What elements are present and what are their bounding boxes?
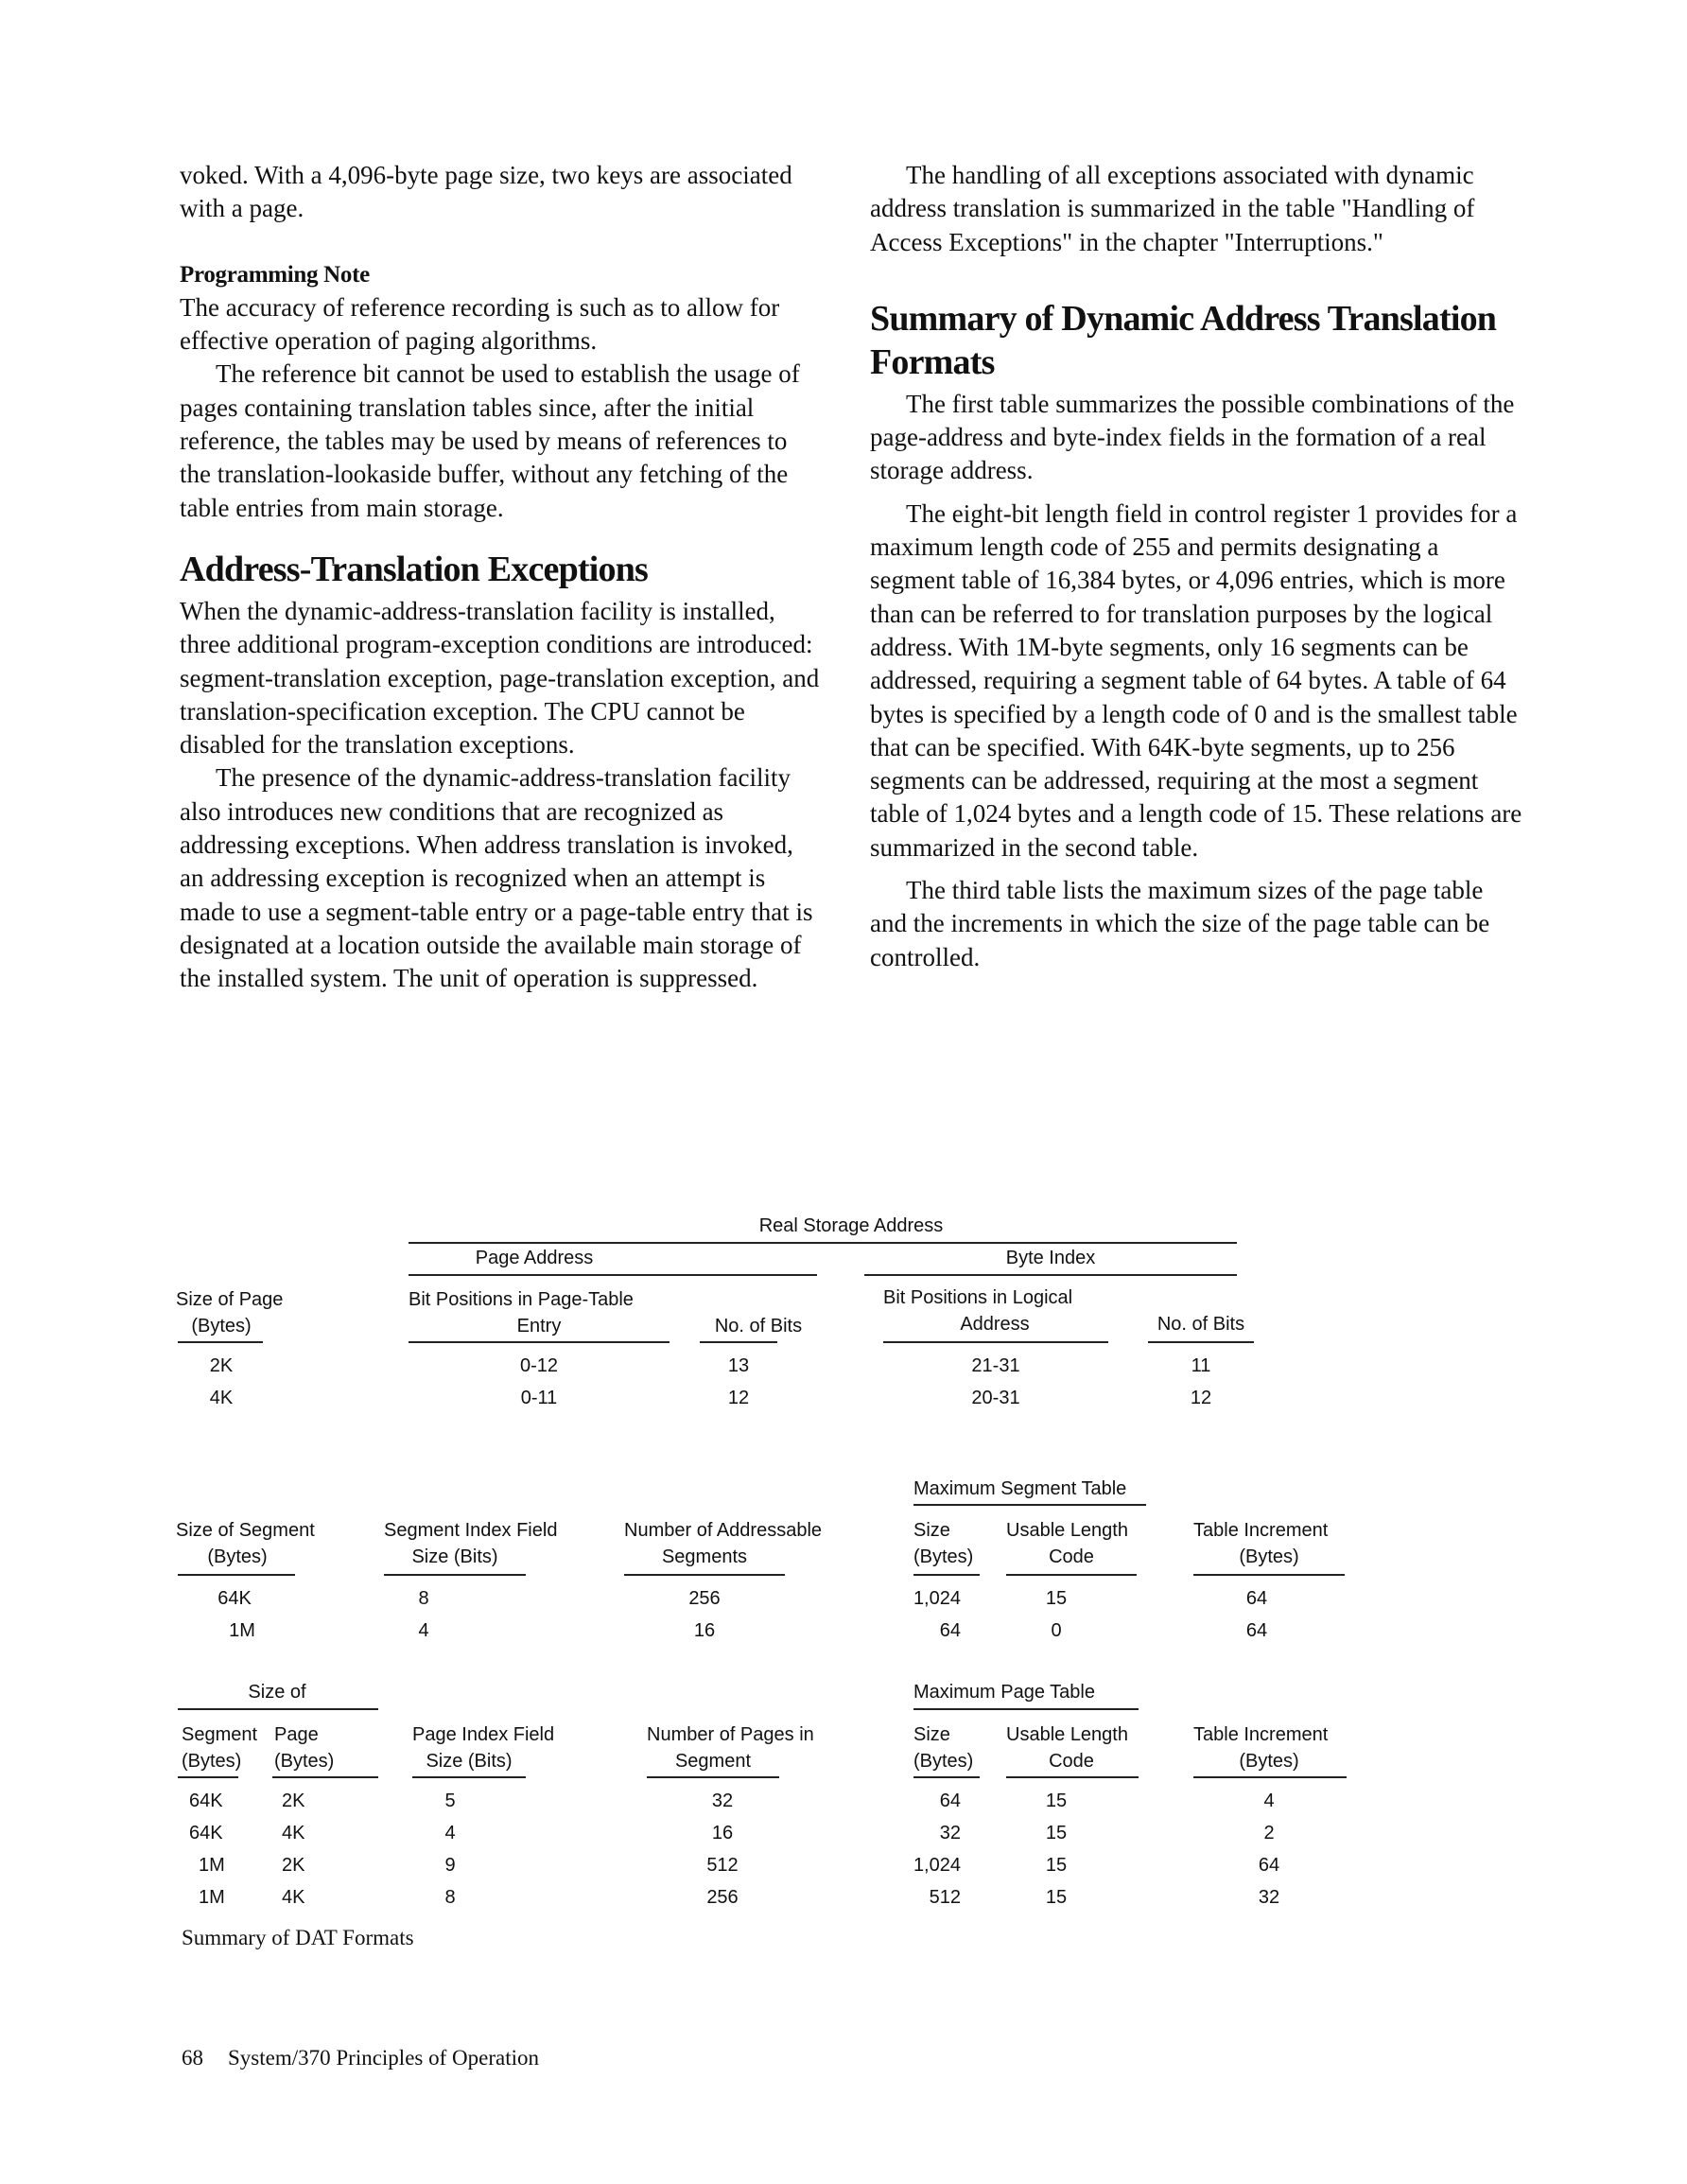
- divider: [883, 1341, 1108, 1343]
- group-header: Size of: [248, 1682, 306, 1703]
- column-header: Size of Segment: [176, 1520, 315, 1541]
- cell-page-size: 2K: [282, 1791, 305, 1811]
- column-header: Page: [274, 1724, 319, 1745]
- cell-table-size: 512: [929, 1887, 961, 1908]
- column-header: Size of Page: [176, 1289, 284, 1310]
- cell-pte-bits: 0-11: [520, 1388, 558, 1408]
- cell-pages-in-segment: 16: [711, 1823, 734, 1843]
- column-header: (Bytes): [913, 1751, 974, 1772]
- column-header: Table Increment: [1193, 1724, 1329, 1745]
- cell-segment-size: 64K: [189, 1823, 223, 1843]
- column-header: (Bytes): [1239, 1546, 1299, 1567]
- column-header: Table Increment: [1193, 1520, 1329, 1541]
- column-header: Number of Pages in: [647, 1724, 814, 1745]
- divider: [178, 1574, 295, 1576]
- page-number: 68: [182, 2046, 203, 2070]
- cell-pages-in-segment: 256: [706, 1887, 739, 1908]
- cell-increment: 64: [1245, 1620, 1268, 1641]
- group-header: Page Address: [475, 1248, 594, 1268]
- cell-length-code: 15: [1045, 1823, 1068, 1843]
- cell-pte-n: 12: [727, 1388, 750, 1408]
- cell-addressable-segments: 256: [688, 1588, 721, 1609]
- cell-length-code: 15: [1045, 1887, 1068, 1908]
- divider: [178, 1341, 263, 1343]
- cell-pages-in-segment: 512: [706, 1855, 739, 1876]
- group-header: Maximum Page Table: [913, 1682, 1095, 1703]
- programming-note-title: Programming Note: [180, 261, 370, 288]
- column-header: Size (Bits): [426, 1751, 513, 1772]
- cell-pages-in-segment: 32: [711, 1791, 734, 1811]
- column-header: Usable Length: [1006, 1724, 1128, 1745]
- cell-table-size: 1,024: [913, 1588, 961, 1609]
- divider: [178, 1708, 378, 1710]
- column-header: Size: [913, 1520, 950, 1541]
- column-header: Page Index Field: [412, 1724, 555, 1745]
- cell-segment-size: 64K: [217, 1588, 252, 1609]
- column-header: Entry: [516, 1316, 562, 1337]
- right-column: [870, 159, 1522, 974]
- page-footer: [182, 2046, 564, 2070]
- column-header: (Bytes): [191, 1316, 252, 1337]
- divider: [272, 1776, 378, 1778]
- cell-length-code: 15: [1045, 1588, 1068, 1609]
- cell-page-size: 4K: [282, 1823, 305, 1843]
- super-header: Real Storage Address: [758, 1215, 944, 1236]
- column-header: Segments: [661, 1546, 748, 1567]
- cell-increment: 2: [1263, 1823, 1275, 1843]
- group-header: Byte Index: [1005, 1248, 1096, 1268]
- programming-note-paragraph: The accuracy of reference recording is such as to allow for effective operation of paging algorithms.: [180, 292, 780, 356]
- cell-pte-n: 13: [727, 1355, 750, 1376]
- column-header: No. of Bits: [714, 1316, 803, 1337]
- divider: [1006, 1776, 1139, 1778]
- column-header: Segment: [674, 1751, 752, 1772]
- column-header: (Bytes): [913, 1546, 974, 1567]
- column-header: No. of Bits: [1157, 1314, 1245, 1335]
- section-heading: Address-Translation Exceptions: [180, 549, 649, 589]
- cell-pte-bits: 0-12: [519, 1355, 559, 1376]
- cell-segment-size: 1M: [229, 1620, 255, 1641]
- cell-segment-size: 64K: [189, 1791, 223, 1811]
- cell-page-size: 2K: [282, 1855, 305, 1876]
- left-column: [180, 159, 823, 996]
- column-header: Number of Addressable: [624, 1520, 823, 1541]
- cell-page-size: 2K: [209, 1355, 234, 1376]
- cell-px-bits: 4: [444, 1823, 456, 1843]
- divider: [409, 1274, 817, 1276]
- divider: [1148, 1341, 1254, 1343]
- divider: [384, 1574, 526, 1576]
- body-paragraph: When the dynamic-address-translation facility is installed, three additional program-exception conditions are introduced: segment-translation exception, page-translation exception, and translation-specification exception. The CPU cannot be disabled for the translation exceptions.: [180, 596, 820, 760]
- cell-segment-size: 1M: [199, 1855, 225, 1876]
- column-header: Address: [960, 1314, 1030, 1335]
- cell-page-size: 4K: [209, 1388, 234, 1408]
- cell-logical-n: 11: [1191, 1355, 1211, 1376]
- cell-px-bits: 5: [444, 1791, 456, 1811]
- cell-increment: 64: [1245, 1588, 1268, 1609]
- body-paragraph: The eight-bit length field in control register 1 provides for a maximum length code of 255 and permits designating a segment table of 16,384 bytes, or 4,096 entries, which is more than can be referred to for translation purposes by the logical address. With 1M-byte segments, only 16 segments can be addressed, requiring a segment table of 64 bytes. A table of 64 bytes is specified by a length code of 0 and is the smallest table that can be specified. With 64K-byte segments, up to 256 segments can be addressed, requiring at the most a segment table of 1,024 bytes and a length code of 15. These relations are summarized in the second table.: [870, 498, 1522, 862]
- programming-note-paragraph: The reference bit cannot be used to establish the usage of pages containing translation tables since, after the initial reference, the tables may be used by means of references to the translation-lookaside buffer, without any fetching of the table entries from main storage.: [180, 359, 800, 522]
- column-header: (Bytes): [274, 1751, 335, 1772]
- divider: [1006, 1574, 1137, 1576]
- divider: [913, 1776, 980, 1778]
- divider: [412, 1776, 526, 1778]
- cell-sx-bits: 4: [418, 1620, 429, 1641]
- divider: [913, 1504, 1146, 1506]
- column-header: Code: [1049, 1751, 1094, 1772]
- column-header: Usable Length: [1006, 1520, 1128, 1541]
- cell-logical-bits: 20-31: [971, 1388, 1020, 1408]
- column-header: Segment: [182, 1724, 258, 1745]
- column-header: Size: [913, 1724, 950, 1745]
- cell-logical-n: 12: [1190, 1388, 1212, 1408]
- section-heading: Summary of Dynamic Address Translation Formats: [870, 298, 1497, 382]
- cell-table-size: 64: [939, 1791, 961, 1811]
- cell-increment: 64: [1258, 1855, 1280, 1876]
- cell-page-size: 4K: [282, 1887, 305, 1908]
- cell-logical-bits: 21-31: [971, 1355, 1020, 1376]
- column-header: Bit Positions in Page-Table: [409, 1289, 634, 1310]
- book-title: System/370 Principles of Operation: [228, 2046, 539, 2070]
- divider: [647, 1776, 779, 1778]
- divider: [864, 1274, 1237, 1276]
- divider: [178, 1776, 238, 1778]
- divider: [913, 1708, 1139, 1710]
- cell-segment-size: 1M: [199, 1887, 225, 1908]
- cell-length-code: 15: [1045, 1791, 1068, 1811]
- divider: [1193, 1776, 1347, 1778]
- figure-caption: Summary of DAT Formats: [182, 1926, 414, 1949]
- column-header: Code: [1049, 1546, 1094, 1567]
- body-paragraph: The third table lists the maximum sizes of the page table and the increments in which the size of the page table can be controlled.: [870, 876, 1490, 971]
- intro-paragraph: voked. With a 4,096-byte page size, two keys are associated with a page.: [180, 161, 792, 223]
- cell-length-code: 0: [1051, 1620, 1062, 1641]
- cell-length-code: 15: [1045, 1855, 1068, 1876]
- divider: [913, 1574, 980, 1576]
- body-paragraph: The presence of the dynamic-address-translation facility also introduces new conditions that are recognized as addressing exceptions. When address translation is invoked, an addressing exception is recognized when an attempt is made to use a segment-table entry or a page-table entry that is designated at a location outside the available main storage of the installed system. The unit of operation is suppressed.: [180, 763, 813, 993]
- cell-addressable-segments: 16: [693, 1620, 716, 1641]
- column-header: (Bytes): [182, 1751, 242, 1772]
- column-header: Segment Index Field: [384, 1520, 558, 1541]
- divider: [409, 1242, 1237, 1244]
- group-header: Maximum Segment Table: [913, 1478, 1127, 1499]
- divider: [700, 1341, 777, 1343]
- body-paragraph: The first table summarizes the possible combinations of the page-address and byte-index fields in the formation of a real storage address.: [870, 389, 1515, 485]
- cell-px-bits: 8: [444, 1887, 456, 1908]
- cell-table-size: 64: [939, 1620, 961, 1641]
- column-header: (Bytes): [1239, 1751, 1299, 1772]
- column-header: Size (Bits): [411, 1546, 498, 1567]
- column-header: Bit Positions in Logical: [883, 1287, 1073, 1308]
- divider: [624, 1574, 785, 1576]
- divider: [1193, 1574, 1345, 1576]
- cell-px-bits: 9: [444, 1855, 456, 1876]
- intro-paragraph: The handling of all exceptions associated with dynamic address translation is summarized in the table "Handling of Access Exceptions" in the chapter "Interruptions.": [870, 161, 1475, 256]
- column-header: (Bytes): [207, 1546, 268, 1567]
- divider: [409, 1341, 670, 1343]
- cell-increment: 32: [1258, 1887, 1280, 1908]
- cell-table-size: 1,024: [913, 1855, 961, 1876]
- cell-increment: 4: [1263, 1791, 1275, 1811]
- cell-sx-bits: 8: [418, 1588, 429, 1609]
- cell-table-size: 32: [939, 1823, 961, 1843]
